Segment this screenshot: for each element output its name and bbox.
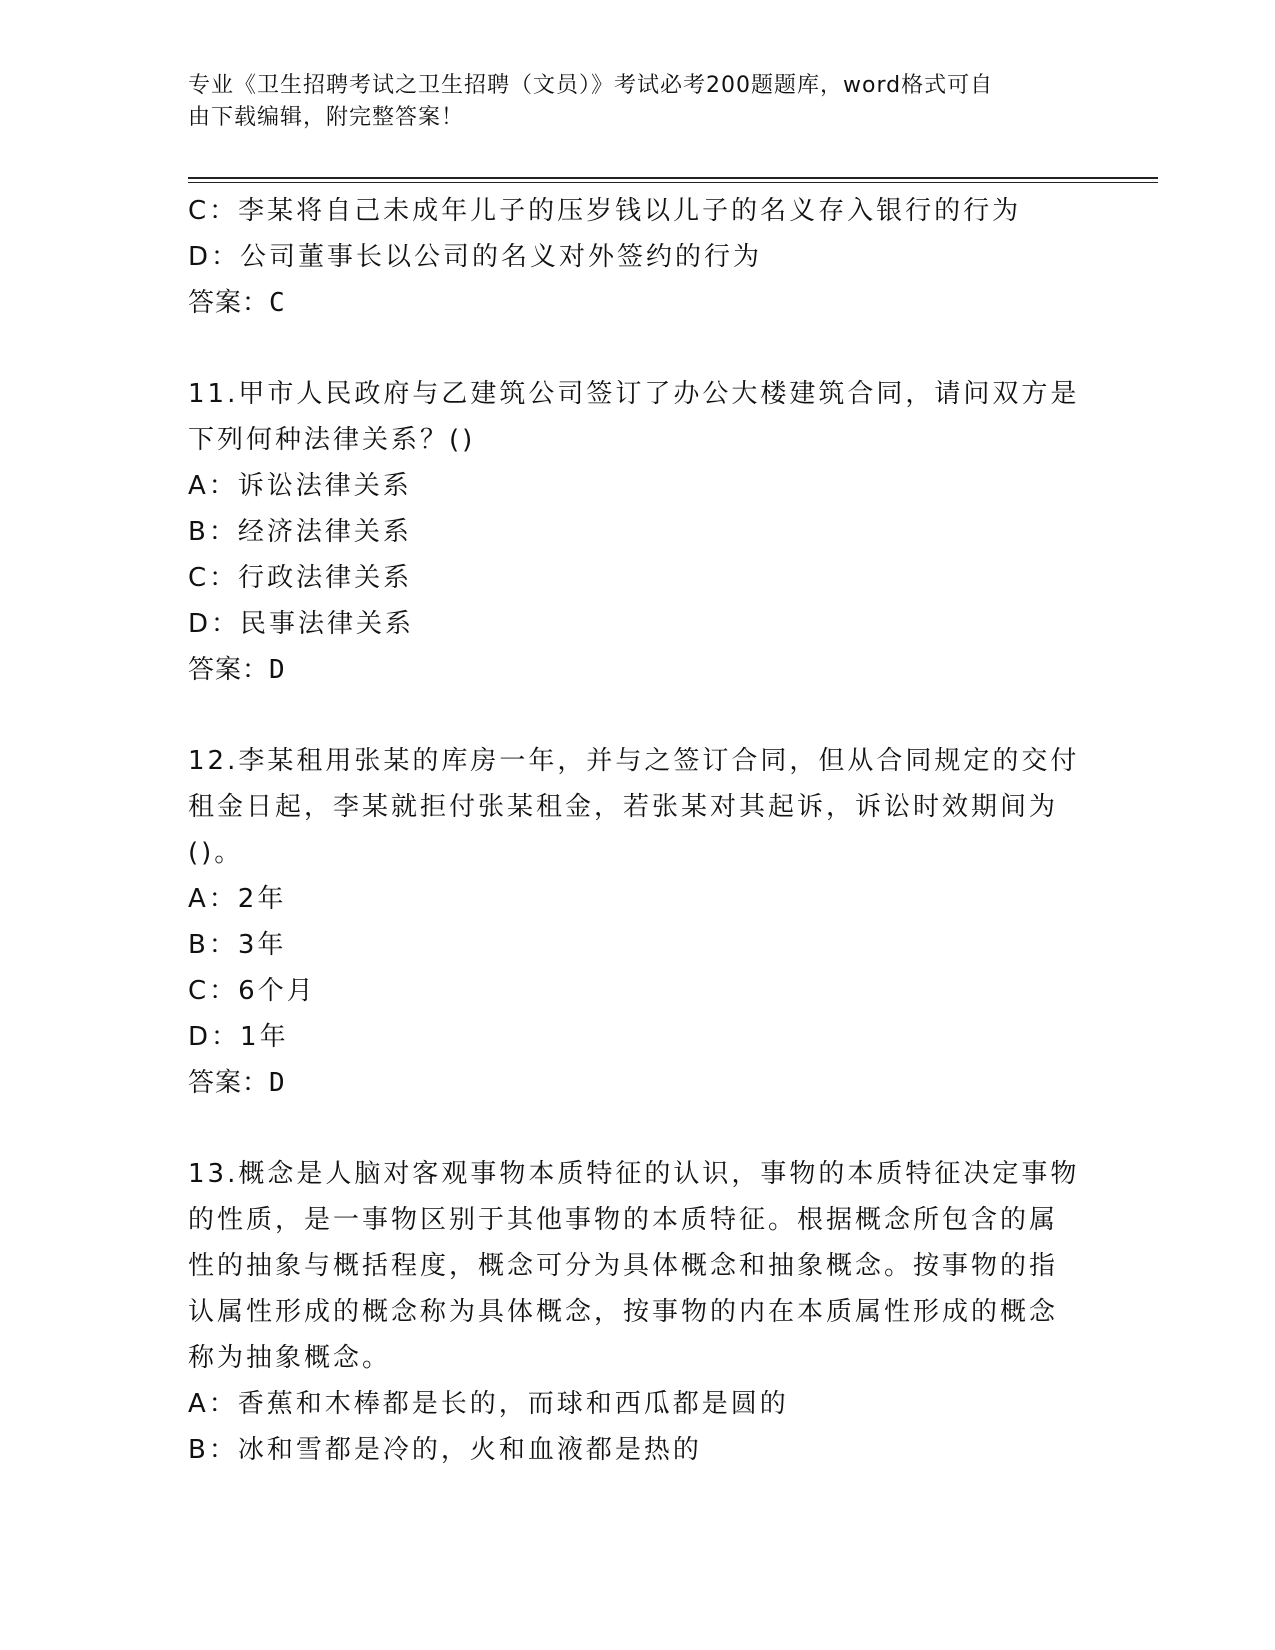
question-spacer xyxy=(188,326,1088,371)
question-13 xyxy=(188,1151,1088,1473)
q13-option-a: A：香蕉和木棒都是长的，而球和西瓜都是圆的 xyxy=(188,1389,789,1419)
q11-option-c: C：行政法律关系 xyxy=(188,563,413,593)
document-header xyxy=(188,70,1068,134)
q13-stem-line-3: 性的抽象与概括程度，概念可分为具体概念和抽象概念。按事物的指 xyxy=(188,1251,1059,1281)
q11-stem-line-1: 11.甲市人民政府与乙建筑公司签订了办公大楼建筑合同，请问双方是 xyxy=(188,379,1080,409)
question-spacer xyxy=(188,1106,1088,1151)
q12-stem-line-3: ()。 xyxy=(188,838,244,868)
q10-option-d: D：公司董事长以公司的名义对外签约的行为 xyxy=(188,242,763,272)
q13-stem-line-5: 称为抽象概念。 xyxy=(188,1343,392,1373)
q12-stem-line-2: 租金日起，李某就拒付张某租金，若张某对其起诉，诉讼时效期间为 xyxy=(188,792,1059,822)
question-spacer xyxy=(188,693,1088,738)
header-line-1: 专业《卫生招聘考试之卫生招聘（文员）》考试必考200题题库，word格式可自 xyxy=(188,73,994,98)
q10-option-c: C：李某将自己未成年儿子的压岁钱以儿子的名义存入银行的行为 xyxy=(188,196,1022,226)
q13-stem-line-1: 13.概念是人脑对客观事物本质特征的认识，事物的本质特征决定事物 xyxy=(188,1159,1080,1189)
q12-option-c: C：6个月 xyxy=(188,976,316,1006)
q11-stem-line-2: 下列何种法律关系？() xyxy=(188,425,476,455)
q12-option-b: B：3年 xyxy=(188,930,287,960)
q11-option-d: D：民事法律关系 xyxy=(188,609,415,639)
q13-stem-line-4: 认属性形成的概念称为具体概念，按事物的内在本质属性形成的概念 xyxy=(188,1297,1059,1327)
question-list xyxy=(188,188,1088,1473)
q11-option-a: A：诉讼法律关系 xyxy=(188,471,412,501)
question-12 xyxy=(188,738,1088,1106)
q12-answer: 答案：D xyxy=(188,1068,286,1098)
header-divider-thick xyxy=(188,177,1158,179)
header-divider-thin xyxy=(188,182,1158,183)
q11-option-b: B：经济法律关系 xyxy=(188,517,412,547)
q12-option-a: A：2年 xyxy=(188,884,287,914)
q12-stem-line-1: 12.李某租用张某的库房一年，并与之签订合同，但从合同规定的交付 xyxy=(188,746,1080,776)
q10-answer: 答案：C xyxy=(188,288,286,318)
header-line-2: 由下载编辑，附完整答案！ xyxy=(188,105,465,130)
q13-stem-line-2: 的性质，是一事物区别于其他事物的本质特征。根据概念所包含的属 xyxy=(188,1205,1059,1235)
question-10-tail xyxy=(188,188,1088,326)
q12-option-d: D：1年 xyxy=(188,1022,289,1052)
question-11 xyxy=(188,371,1088,693)
q13-option-b: B：冰和雪都是冷的，火和血液都是热的 xyxy=(188,1435,702,1465)
q11-answer: 答案：D xyxy=(188,655,286,685)
